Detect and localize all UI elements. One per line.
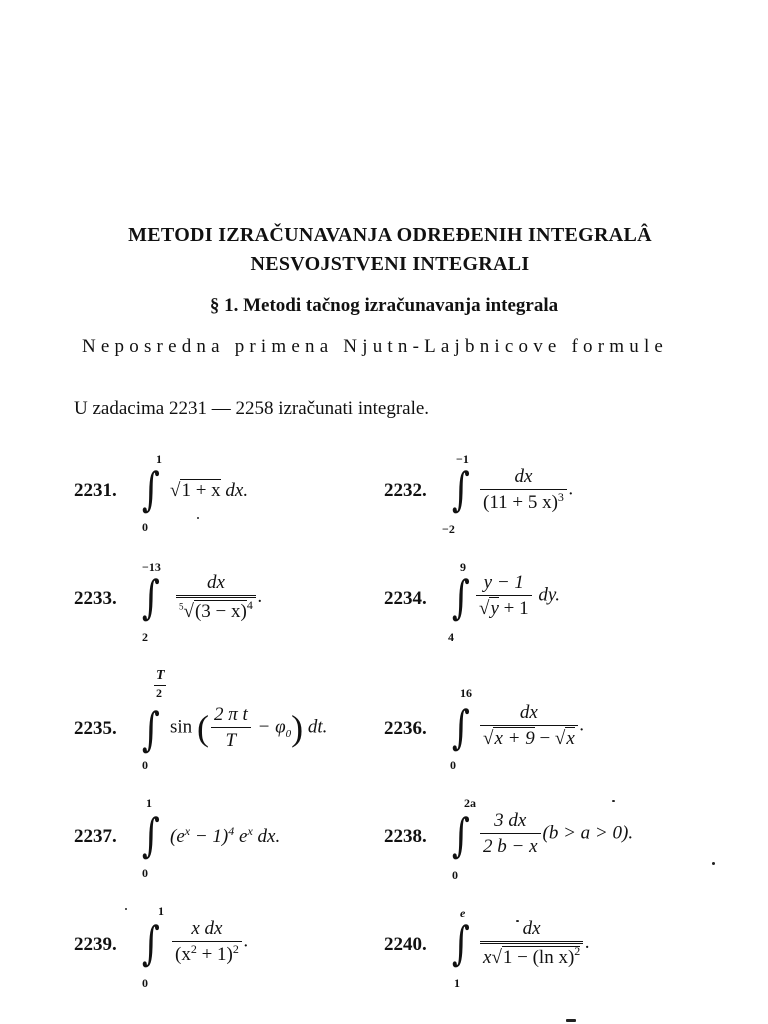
lower-limit: 0 — [142, 520, 148, 534]
upper-limit: 1 — [146, 796, 152, 810]
integral-sign-icon: ∫ — [452, 462, 470, 516]
lower-limit: 0 — [142, 976, 148, 990]
intro-text: U zadacima 2231 — 2258 izračunati integrale. — [74, 398, 430, 419]
integral-sign-icon: ∫ — [452, 700, 470, 754]
integrand: $\frac{dx}{(11 + 5 x)^3}$ . — [478, 466, 574, 514]
scan-speck — [125, 908, 127, 910]
integrand: $\frac{dx}{√x + 9 - √x}$ . — [478, 702, 585, 750]
problem-number: 2233. — [74, 588, 117, 609]
upper-limit: e — [460, 906, 466, 920]
problem-2231 — [74, 452, 404, 552]
chapter-title: METODI IZRAČUNAVANJA ODREĐENIH INTEGRALÂ — [128, 224, 652, 246]
lower-limit: 4 — [448, 630, 454, 644]
integral-sign-icon: ∫ — [142, 916, 160, 970]
integral-sign-icon: ∫ — [142, 462, 160, 516]
problem-number: 2232. — [384, 480, 427, 501]
problem-2240 — [384, 904, 744, 1004]
problem-number: 2234. — [384, 588, 427, 609]
problem-2234 — [384, 560, 714, 660]
section-heading: § 1. Metodi tačnog izračunavanja integrala — [209, 295, 559, 316]
problem-number: 2239. — [74, 934, 117, 955]
problem-number: 2237. — [74, 826, 117, 847]
integrand: $\frac{y - 1}{√y + 1}$ dy. — [474, 572, 560, 620]
integrand: $\frac{dx}{x√1 - (\ln x)^2}$ . — [478, 918, 590, 969]
lower-limit: 2 — [142, 630, 148, 644]
scan-speck — [712, 862, 715, 865]
integral-sign-icon: ∫ — [452, 570, 470, 624]
problem-number: 2236. — [384, 718, 427, 739]
integrand: sin ( $\frac{\text{2 π t}}{T}$ − $\varphi_0$) dt. — [170, 704, 328, 751]
chapter-subtitle: NESVOJSTVENI INTEGRALI — [250, 253, 530, 275]
lower-limit: 0 — [450, 758, 456, 772]
lower-limit: 0 — [142, 866, 148, 880]
lower-limit: 1 — [454, 976, 460, 990]
upper-limit-numerator: T — [156, 668, 165, 683]
problem-2233 — [74, 560, 404, 660]
problem-2238 — [384, 796, 744, 896]
upper-limit-denominator: 2 — [156, 686, 162, 700]
scan-speck — [612, 800, 615, 802]
problem-2235 — [74, 668, 384, 778]
integrand: √1 + x dx. — [170, 480, 249, 501]
scan-speck — [516, 920, 519, 922]
integrand: $(e^x - 1)^4$ $e^x$ dx. — [170, 824, 281, 847]
problem-number: 2238. — [384, 826, 427, 847]
integral-sign-icon: ∫ — [452, 808, 470, 862]
upper-limit: −13 — [142, 560, 161, 574]
upper-limit: 9 — [460, 560, 466, 574]
scan-speck — [566, 1019, 576, 1022]
problem-2236 — [384, 686, 744, 786]
integral-sign-icon: ∫ — [142, 702, 160, 756]
integrand: $\frac{\text{x dx}}{(x^2 + 1)^2}$ . — [170, 918, 249, 966]
lower-limit: 0 — [452, 868, 458, 882]
upper-limit: 1 — [158, 904, 164, 918]
integral-sign-icon: ∫ — [452, 916, 470, 970]
problem-number: 2235. — [74, 718, 117, 739]
subsection-heading: Neposredna primena Njutn-Lajbnicove formule — [82, 336, 669, 357]
lower-limit: −2 — [442, 522, 455, 536]
integral-sign-icon: ∫ — [142, 808, 160, 862]
scan-speck — [197, 517, 199, 519]
problem-2237 — [74, 796, 404, 896]
lower-limit: 0 — [142, 758, 148, 772]
problem-number: 2240. — [384, 934, 427, 955]
integral-sign-icon: ∫ — [142, 570, 160, 624]
upper-limit: 2a — [464, 796, 476, 810]
problem-number: 2231. — [74, 480, 117, 501]
integrand: $\frac{dx}{^5√(3 - x)^4}$ . — [174, 572, 263, 623]
upper-limit: 1 — [156, 452, 162, 466]
problem-2232 — [384, 452, 714, 552]
integrand: $\frac{3 dx}{2 b - x}$ (b > a > 0). — [478, 810, 633, 858]
problem-2239 — [74, 904, 404, 1004]
upper-limit: −1 — [456, 452, 469, 466]
upper-limit: 16 — [460, 686, 472, 700]
